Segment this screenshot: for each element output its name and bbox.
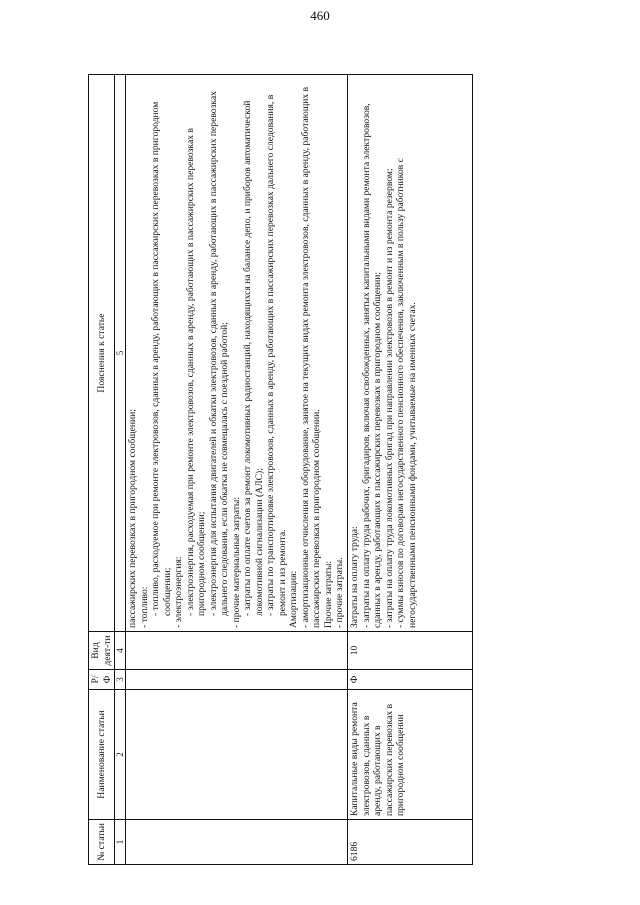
column-number: 4 bbox=[115, 632, 126, 670]
table-row bbox=[126, 75, 348, 865]
explanation-line: - прочие затраты. bbox=[334, 557, 345, 628]
explanation-line: Затраты на оплату труда: bbox=[349, 526, 360, 628]
column-number: 5 bbox=[115, 75, 126, 632]
explanation-line: Амортизация: bbox=[288, 570, 299, 628]
table-row bbox=[348, 75, 473, 865]
article-name-cell: Капитальные виды ремонта электровозов, сданных в аренду, работающих в пассажирских перевозках в пригородном сообщении bbox=[348, 690, 473, 820]
explanation-line: Прочие затраты: bbox=[322, 560, 334, 628]
explanation-line: - электроэнергия для испытания двигателей и обкатки электровозов, сданных в аренду, работающих в пассажирских перевозках дальнего следования, если обкатка не совмещалась с поездной работой; bbox=[207, 91, 230, 616]
header-activity-type: Вид деят-ти bbox=[89, 632, 115, 670]
column-number: 3 bbox=[115, 670, 126, 690]
explanation-cell bbox=[348, 75, 473, 632]
explanation-line: пассажирских перевозках в пригородном сообщении; bbox=[127, 409, 138, 628]
explanation-line: - топливо: bbox=[138, 586, 150, 628]
explanation-line: - затраты на оплату труда рабочих, бригадиров, включая освобожденных, занятых капитальными видами ремонта электровозов, сданных в аренду, работающих в пассажирских перевозках в пригородном сообщении; bbox=[360, 103, 383, 628]
header-article-name: Наименование статьи bbox=[89, 690, 115, 820]
explanation-line: - затраты на оплату труда локомотивных бригад при направлении электровозов в ремонт и из ремонта резервом; bbox=[383, 168, 395, 628]
header-rf: Р/ Ф bbox=[89, 670, 115, 690]
expense-items-table bbox=[88, 74, 473, 865]
explanation-line: - электроэнергия, расходуемая при ремонте электровозов, сданных в аренду, работающих в пассажирских перевозках в пригородном сообщении; bbox=[184, 128, 207, 616]
explanation-line: - топливо, расходуемое при ремонте электровозов, сданных в аренду, работающих в пассажирских перевозках в пригородном сообщении; bbox=[150, 101, 173, 616]
article-name-cell bbox=[126, 690, 348, 820]
column-number: 2 bbox=[115, 690, 126, 820]
activity-type-cell: 10 bbox=[348, 632, 473, 670]
rf-cell bbox=[126, 670, 348, 690]
activity-type-cell bbox=[126, 632, 348, 670]
rotated-table-container bbox=[88, 75, 473, 865]
rf-cell: Ф bbox=[348, 670, 473, 690]
explanation-line: - электроэнергия: bbox=[173, 556, 184, 628]
explanation-cell bbox=[126, 75, 348, 632]
explanation-line: - затраты по оплате счетов за ремонт локомотивных радиостанций, находящихся на балансе депо, и приборов автоматической локомотивной сигнализации (АЛС); bbox=[242, 100, 265, 616]
article-number-cell bbox=[126, 820, 348, 865]
article-number-cell: 6186 bbox=[348, 820, 473, 865]
explanation-line: - прочие материальные затраты: bbox=[230, 496, 242, 628]
column-number: 1 bbox=[115, 820, 126, 865]
column-number-row bbox=[115, 75, 126, 865]
header-explanations: Пояснения к статье bbox=[89, 75, 115, 632]
header-article-number: № статьи bbox=[89, 820, 115, 865]
explanation-line: - амортизационные отчисления на оборудование, занятое на текущих видах ремонта электровозов, сданных в аренду, работающих в пассажирских перевозках в пригородном сообщении. bbox=[299, 86, 322, 628]
explanation-line: - затраты по транспортировке электровозов, сданных в аренду, работающих в пассажирских перевозках дальнего следования, в ремонт и из ремонта. bbox=[265, 94, 288, 616]
page-number: 460 bbox=[310, 8, 330, 23]
header-row bbox=[89, 75, 115, 865]
explanation-line: - суммы взносов по договорам негосударственного пенсионного обеспечения, заключенным в пользу работников с негосударственными пенсионными фондами, учитываемые на именных счетах. bbox=[395, 158, 418, 628]
